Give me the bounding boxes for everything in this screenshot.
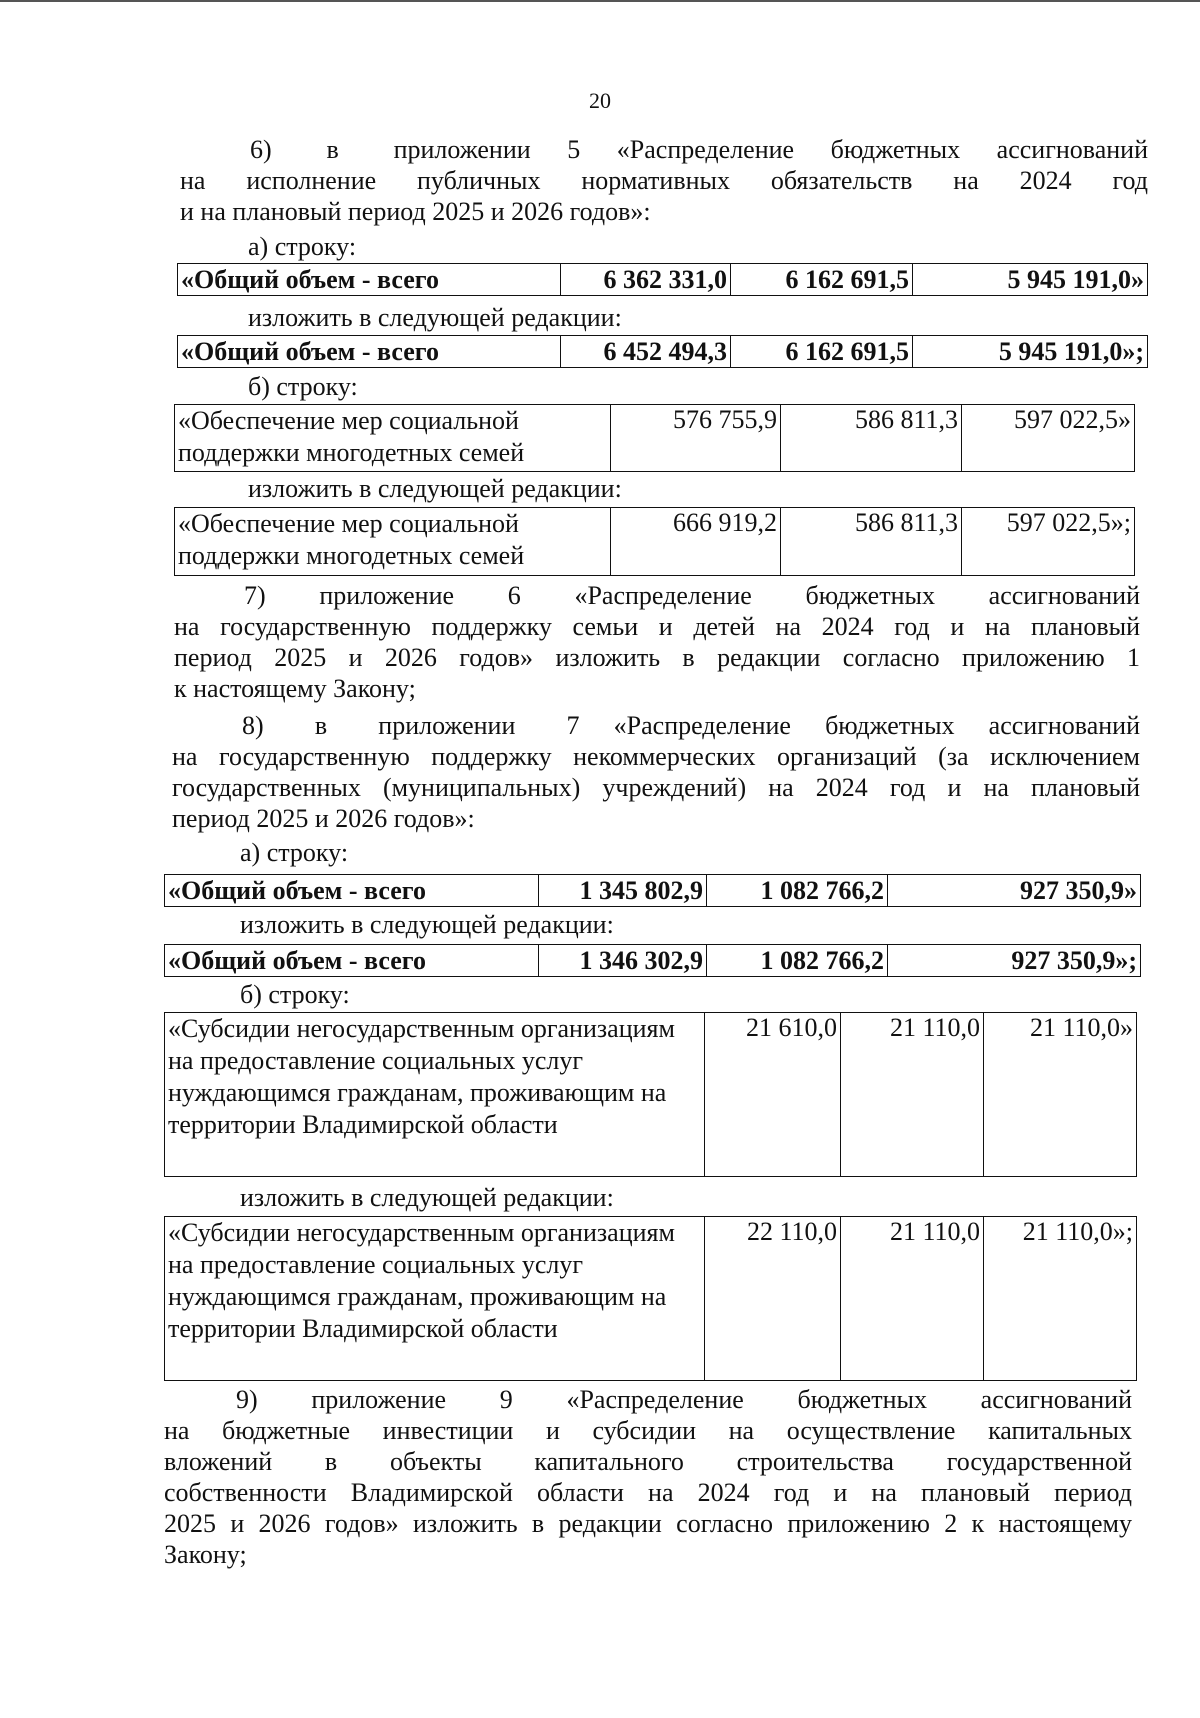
row-name-cell: «Обеспечение мер социальной поддержки многодетных семей — [175, 508, 611, 576]
item-9-line-6: Закону; — [164, 1540, 247, 1569]
value-2026-cell: 5 945 191,0»; — [913, 336, 1148, 368]
item-7-line-2: на государственную поддержку семьи и детей на 2024 год и на плановый — [174, 612, 1140, 641]
item-8-replace-label-1: изложить в следующей редакции: — [240, 910, 614, 939]
item-6-row-b-new — [174, 507, 1135, 576]
value-2025-cell: 1 082 766,2 — [707, 875, 888, 907]
value-2026-cell: 21 110,0»; — [984, 1217, 1137, 1381]
value-2024-cell: 6 362 331,0 — [561, 264, 731, 296]
item-9-line-2: на бюджетные инвестиции и субсидии на осуществление капитальных — [164, 1416, 1132, 1445]
row-name-cell: «Общий объем - всего — [165, 945, 539, 977]
row-name-cell: «Субсидии негосударственным организациям на предоставление социальных услуг нуждающимся гражданам, проживающим на территории Владимирской области — [165, 1013, 705, 1177]
row-name-cell: «Общий объем - всего — [178, 336, 561, 368]
item-8-a-label: а) строку: — [240, 838, 349, 867]
item-6-replace-label-1: изложить в следующей редакции: — [248, 303, 622, 332]
item-7-line-4: к настоящему Закону; — [174, 674, 416, 703]
item-8-row-a-old — [164, 874, 1141, 907]
item-7-line-3: период 2025 и 2026 годов» изложить в редакции согласно приложению 1 — [174, 643, 1140, 672]
scan-top-edge — [0, 0, 1200, 2]
row-name-cell: «Общий объем - всего — [165, 875, 539, 907]
item-8-line-4: период 2025 и 2026 годов»: — [172, 804, 475, 833]
value-2026-cell: 597 022,5»; — [962, 508, 1135, 576]
row-name-cell: «Обеспечение мер социальной поддержки многодетных семей — [175, 405, 611, 472]
item-8-replace-label-2: изложить в следующей редакции: — [240, 1183, 614, 1212]
item-7-line-1: 7) приложение 6 «Распределение бюджетных ассигнований — [244, 581, 1140, 610]
item-9-line-1: 9) приложение 9 «Распределение бюджетных ассигнований — [236, 1385, 1132, 1414]
value-2026-cell: 5 945 191,0» — [913, 264, 1148, 296]
value-2025-cell: 586 811,3 — [781, 508, 962, 576]
item-8-line-1: 8) в приложении 7 «Распределение бюджетных ассигнований — [242, 711, 1140, 740]
value-2026-cell: 927 350,9» — [888, 875, 1141, 907]
row-name-cell: «Субсидии негосударственным организациям на предоставление социальных услуг нуждающимся гражданам, проживающим на территории Владимирской области — [165, 1217, 705, 1381]
item-8-row-b-new — [164, 1216, 1137, 1381]
item-6-line-2: на исполнение публичных нормативных обязательств на 2024 год — [180, 166, 1148, 195]
value-2024-cell: 576 755,9 — [611, 405, 781, 472]
item-9-line-3: вложений в объекты капитального строительства государственной — [164, 1447, 1132, 1476]
item-8-row-b-old — [164, 1012, 1137, 1177]
item-6-a-label: а) строку: — [248, 232, 357, 261]
value-2024-cell: 6 452 494,3 — [561, 336, 731, 368]
item-6-line-1: 6) в приложении 5 «Распределение бюджетных ассигнований — [250, 135, 1148, 164]
item-6-row-a-old — [177, 263, 1148, 296]
item-8-line-3: государственных (муниципальных) учреждений) на 2024 год и на плановый — [172, 773, 1140, 802]
value-2024-cell: 666 919,2 — [611, 508, 781, 576]
item-6-b-label: б) строку: — [248, 372, 358, 401]
value-2026-cell: 597 022,5» — [962, 405, 1135, 472]
item-8-paragraph — [172, 710, 1140, 834]
value-2026-cell: 21 110,0» — [984, 1013, 1137, 1177]
item-9-line-5: 2025 и 2026 годов» изложить в редакции согласно приложению 2 к настоящему — [164, 1509, 1132, 1538]
item-8-row-a-new — [164, 944, 1141, 977]
item-6-row-b-old — [174, 404, 1135, 472]
item-9-line-4: собственности Владимирской области на 2024 год и на плановый период — [164, 1478, 1132, 1507]
item-6-row-a-new — [177, 335, 1148, 368]
value-2024-cell: 1 345 802,9 — [539, 875, 707, 907]
row-name-cell: «Общий объем - всего — [178, 264, 561, 296]
item-6-line-3: и на плановый период 2025 и 2026 годов»: — [180, 197, 651, 226]
value-2024-cell: 21 610,0 — [705, 1013, 841, 1177]
page-number: 20 — [589, 88, 611, 113]
item-7-paragraph — [174, 580, 1140, 704]
value-2025-cell: 6 162 691,5 — [731, 336, 913, 368]
value-2025-cell: 21 110,0 — [841, 1013, 984, 1177]
item-6-replace-label-2: изложить в следующей редакции: — [248, 474, 622, 503]
item-6-paragraph — [180, 134, 1148, 227]
value-2025-cell: 586 811,3 — [781, 405, 962, 472]
value-2025-cell: 6 162 691,5 — [731, 264, 913, 296]
value-2025-cell: 21 110,0 — [841, 1217, 984, 1381]
item-9-paragraph — [164, 1384, 1132, 1570]
value-2026-cell: 927 350,9»; — [888, 945, 1141, 977]
value-2024-cell: 22 110,0 — [705, 1217, 841, 1381]
value-2024-cell: 1 346 302,9 — [539, 945, 707, 977]
value-2025-cell: 1 082 766,2 — [707, 945, 888, 977]
item-8-b-label: б) строку: — [240, 980, 350, 1009]
item-8-line-2: на государственную поддержку некоммерческих организаций (за исключением — [172, 742, 1140, 771]
